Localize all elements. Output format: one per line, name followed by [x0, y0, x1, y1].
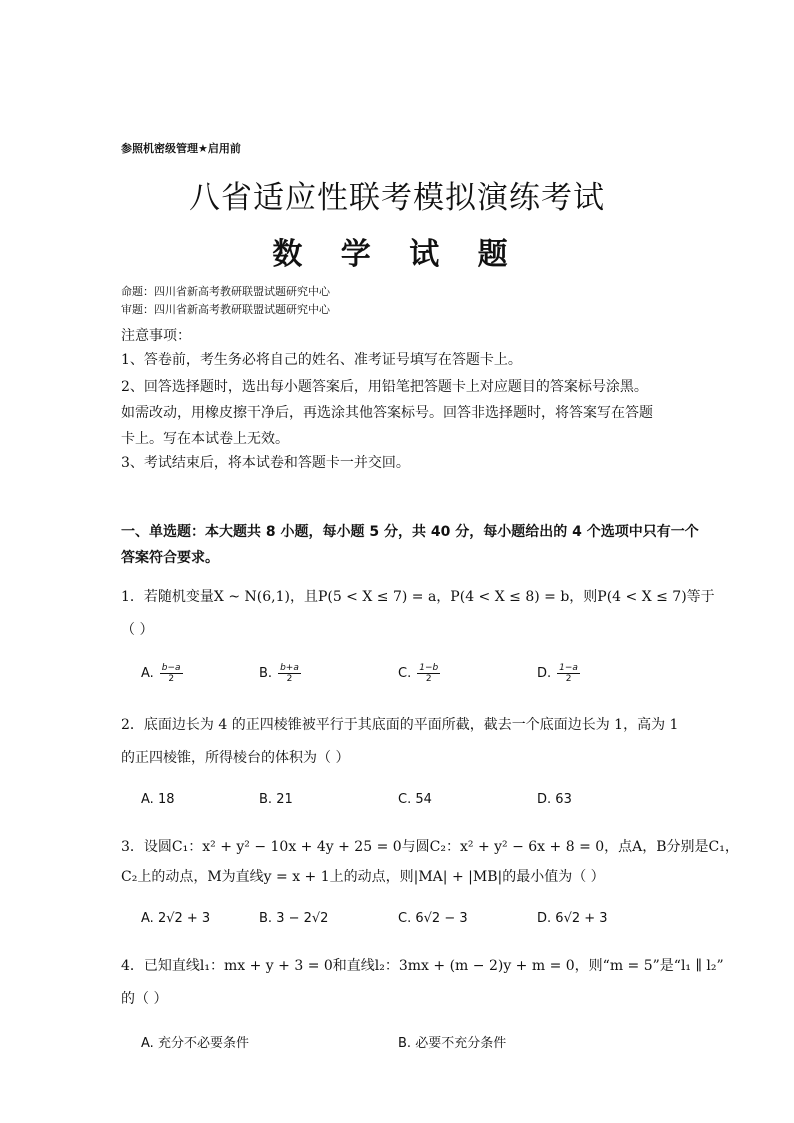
question-4-option-b: B. 必要不充分条件 — [398, 1036, 507, 1051]
question-4-option-a: A. 充分不必要条件 — [141, 1036, 249, 1051]
question-1-line2: （ ） — [121, 622, 154, 638]
reviewer-line: 审题：四川省新高考教研联盟试题研究中心 — [121, 303, 330, 316]
question-2-line1: 2．底面边长为 4 的正四棱锥被平行于其底面的平面所截，截去一个底面边长为 1，高为 1 — [121, 717, 679, 733]
subject-title: 数 学 试 题 — [272, 237, 522, 272]
notes-heading: 注意事项： — [121, 328, 191, 344]
question-2-option-d: D. 63 — [537, 792, 572, 807]
section-heading-cont: 答案符合要求。 — [121, 550, 219, 566]
question-1-option-b: B. $\frac{b+a}{2}$ — [259, 663, 299, 684]
question-2-line2: 的正四棱锥，所得棱台的体积为（ ） — [121, 750, 350, 766]
note-line: 卡上。写在本试卷上无效。 — [121, 431, 289, 447]
question-3-option-a: A. 2√2 + 3 — [141, 911, 211, 926]
question-4-line1: 4．已知直线l₁：mx + y + 3 = 0和直线l₂：3mx + (m − 2)y + m = 0，则“m = 5”是“l₁ ∥ l₂” — [121, 958, 724, 974]
question-3-option-c: C. 6√2 − 3 — [398, 911, 468, 926]
note-line: 1、答卷前，考生务必将自己的姓名、准考证号填写在答题卡上。 — [121, 352, 522, 368]
question-1-option-d: D. $\frac{1-a}{2}$ — [537, 663, 578, 684]
question-3-option-d: D. 6√2 + 3 — [537, 911, 608, 926]
question-2-option-a: A. 18 — [141, 792, 175, 807]
question-2-option-b: B. 21 — [259, 792, 293, 807]
note-line: 3、考试结束后，将本试卷和答题卡一并交回。 — [121, 455, 410, 471]
section-heading: 一、单选题：本大题共 8 小题，每小题 5 分，共 40 分，每小题给出的 4 个选项中只有一个 — [121, 524, 699, 540]
note-line: 如需改动，用橡皮擦干净后，再选涂其他答案标号。回答非选择题时，将答案写在答题 — [121, 405, 653, 421]
question-1-line1: 1．若随机变量X ~ N(6,1)，且P(5 < X ≤ 7) = a，P(4 < X ≤ 8) = b，则P(4 < X ≤ 7)等于 — [121, 589, 715, 605]
confidentiality-label: 参照机密级管理★启用前 — [121, 142, 241, 155]
author-line: 命题：四川省新高考教研联盟试题研究中心 — [121, 285, 330, 298]
question-1-option-c: C. $\frac{1-b}{2}$ — [398, 663, 439, 684]
question-3-option-b: B. 3 − 2√2 — [259, 911, 329, 926]
question-4-line2: 的（ ） — [121, 991, 168, 1007]
question-1-option-a: A. $\frac{b-a}{2}$ — [141, 663, 181, 684]
note-line: 2、回答选择题时，选出每小题答案后，用铅笔把答题卡上对应题目的答案标号涂黑。 — [121, 379, 648, 395]
question-2-option-c: C. 54 — [398, 792, 432, 807]
exam-title: 八省适应性联考模拟演练考试 — [189, 180, 605, 216]
question-3-line2: C₂上的动点，M为直线y = x + 1上的动点，则|MA| + |MB|的最小值为（ ） — [121, 869, 605, 885]
question-3-line1: 3．设圆C₁：x² + y² − 10x + 4y + 25 = 0与圆C₂：x² + y² − 6x + 8 = 0，点A，B分别是C₁， — [121, 839, 739, 855]
